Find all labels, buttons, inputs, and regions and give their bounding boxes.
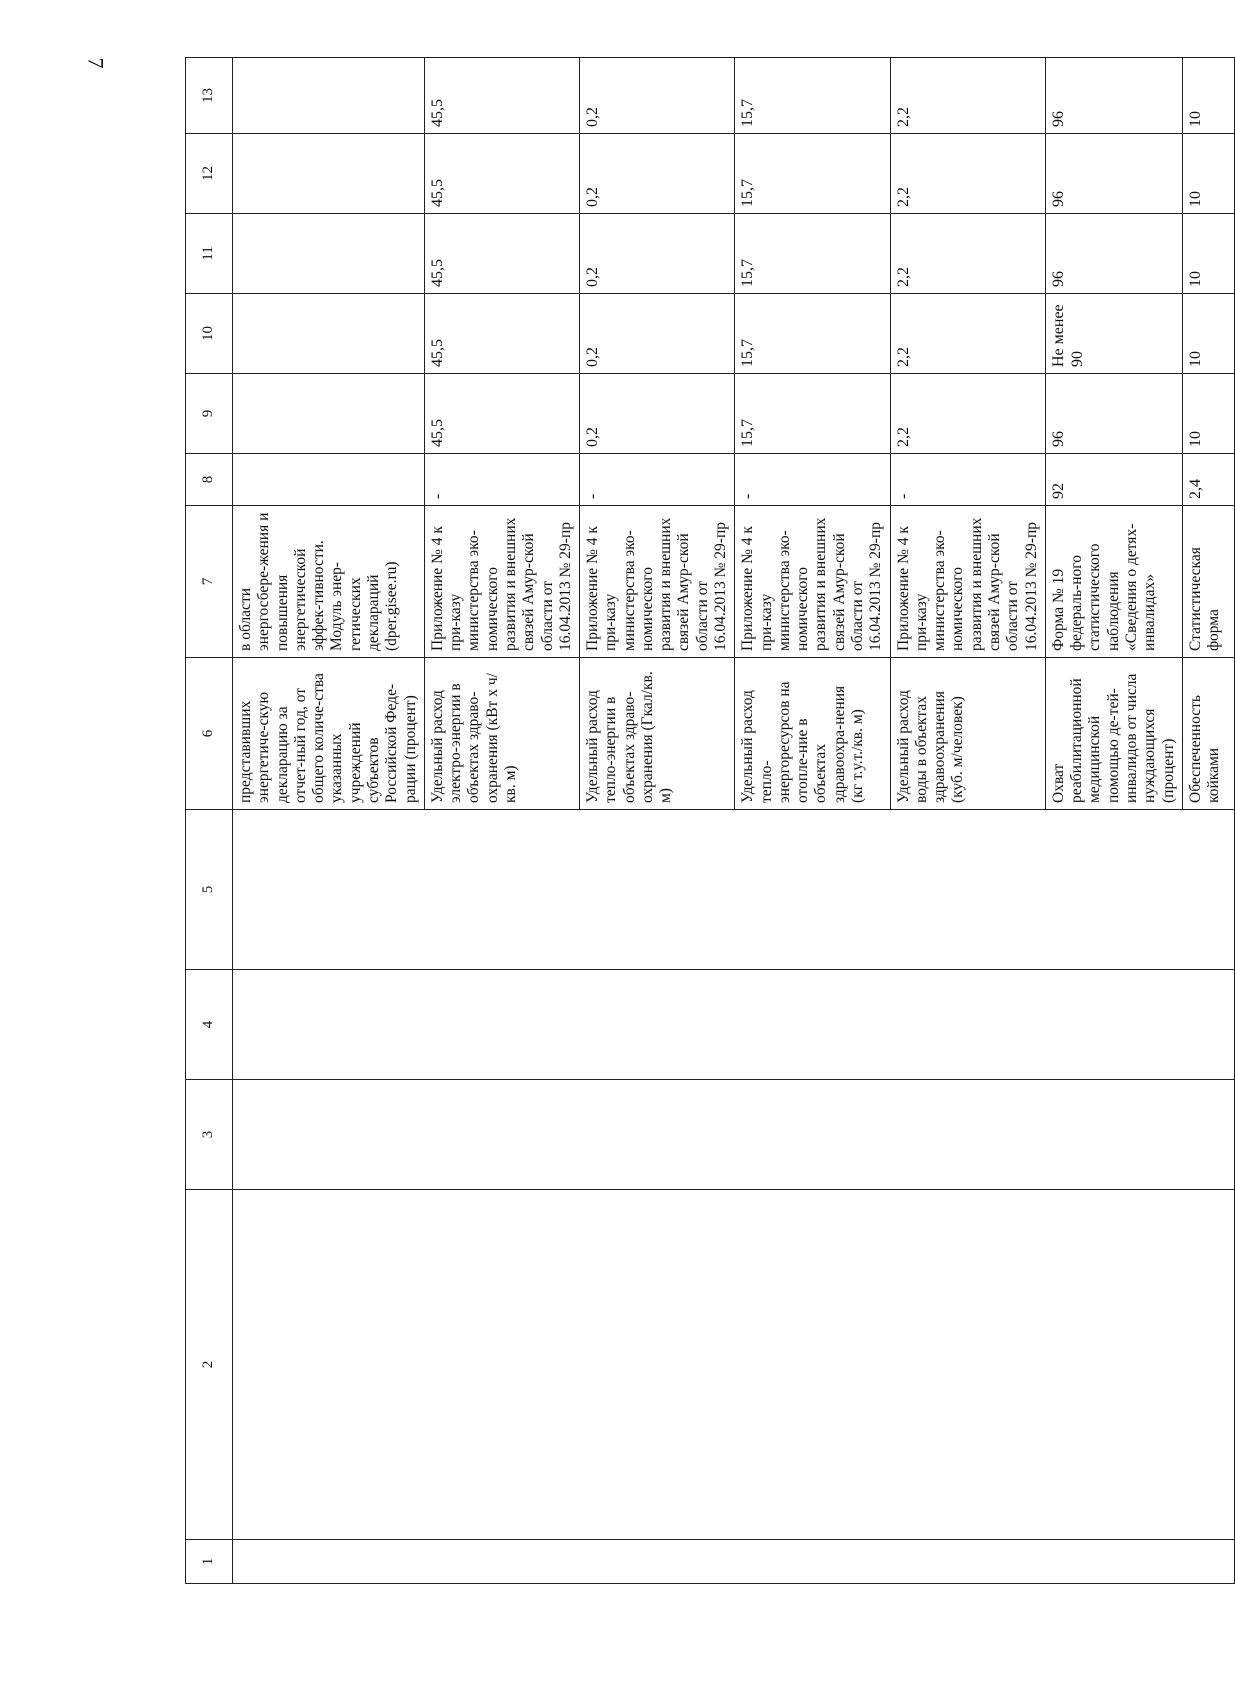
col-header-11: 11 [186, 214, 233, 294]
value-col-13: 2,2 [890, 58, 1045, 134]
value-col-8: 92 [1045, 454, 1182, 506]
value-col-12 [233, 134, 425, 214]
value-col-11: 96 [1045, 214, 1182, 294]
value-col-12: 10 [1182, 134, 1234, 214]
value-col-10: 2,2 [890, 294, 1045, 374]
indicator-source: Приложение № 4 к при-казу министерства эко-номического развития и внешних связей Амур-ской области от 16.04.2013 № 29-пр [890, 506, 1045, 658]
value-col-10 [233, 294, 425, 374]
indicators-table [185, 57, 1235, 1584]
col-header-1: 1 [186, 1540, 233, 1584]
indicator-source: Приложение № 4 к при-казу министерства эко-номического развития и внешних связей Амур-ской области от 16.04.2013 № 29-пр [580, 506, 735, 658]
indicator-name: Обеспеченность койками [1182, 658, 1234, 810]
value-col-11: 0,2 [580, 214, 735, 294]
col-header-9: 9 [186, 374, 233, 454]
value-col-12: 45,5 [424, 134, 579, 214]
col-header-8: 8 [186, 454, 233, 506]
col-header-12: 12 [186, 134, 233, 214]
col-header-13: 13 [186, 58, 233, 134]
col-header-7: 7 [186, 506, 233, 658]
header-row [186, 58, 233, 1584]
rotated-table-frame [185, 58, 1235, 1584]
value-col-13: 15,7 [735, 58, 890, 134]
indicator-name: Удельный расход тепло-энергоресурсов на отопле-ние в объектах здравоохра-нения (кг т.у.т./кв. м) [735, 658, 890, 810]
indicator-source: Статистическая форма [1182, 506, 1234, 658]
col-header-5: 5 [186, 810, 233, 970]
indicator-name: представивших энергетиче-скую декларацию за отчет-ный год, от общего количе-ства указанных учреждений субъектов Российской Феде-рации (процент) [233, 658, 425, 810]
page-number: 7 [83, 57, 109, 69]
value-col-9: 10 [1182, 374, 1234, 454]
value-col-13: 45,5 [424, 58, 579, 134]
table-container [185, 58, 1235, 1584]
value-col-10: 0,2 [580, 294, 735, 374]
value-col-13: 10 [1182, 58, 1234, 134]
value-col-9: 15,7 [735, 374, 890, 454]
indicator-source: Приложение № 4 к при-казу министерства эко-номического развития и внешних связей Амур-ской области от 16.04.2013 № 29-пр [424, 506, 579, 658]
value-col-11: 45,5 [424, 214, 579, 294]
value-col-8: - [890, 454, 1045, 506]
value-col-9: 96 [1045, 374, 1182, 454]
value-col-11: 2,2 [890, 214, 1045, 294]
value-col-13: 96 [1045, 58, 1182, 134]
col-header-3: 3 [186, 1080, 233, 1190]
value-col-13 [233, 58, 425, 134]
value-col-8: - [424, 454, 579, 506]
value-col-8 [233, 454, 425, 506]
value-col-8: - [735, 454, 890, 506]
value-col-12: 2,2 [890, 134, 1045, 214]
value-col-10: Не менее 90 [1045, 294, 1182, 374]
indicator-name: Охват реабилитационной медицинской помощью де-тей-инвалидов от числа нуждающихся (процент) [1045, 658, 1182, 810]
value-col-12: 15,7 [735, 134, 890, 214]
value-col-11 [233, 214, 425, 294]
value-col-9: 0,2 [580, 374, 735, 454]
col-header-6: 6 [186, 658, 233, 810]
value-col-9 [233, 374, 425, 454]
indicator-source: Форма № 19 федераль-ного статистического наблюдения «Сведения о детях-инвалидах» [1045, 506, 1182, 658]
cell-col-2 [233, 1190, 1235, 1540]
indicator-name: Удельный расход электро-энергии в объектах здраво-охранения (кВт х ч/кв. м) [424, 658, 579, 810]
cell-col-1 [233, 1540, 1235, 1584]
cell-col-3 [233, 1080, 1235, 1190]
indicator-source: Приложение № 4 к при-казу министерства эко-номического развития и внешних связей Амур-ской области от 16.04.2013 № 29-пр [735, 506, 890, 658]
indicator-name: Удельный расход воды в объектах здравоохранения (куб. м/человек) [890, 658, 1045, 810]
value-col-11: 10 [1182, 214, 1234, 294]
value-col-9: 45,5 [424, 374, 579, 454]
value-col-11: 15,7 [735, 214, 890, 294]
value-col-13: 0,2 [580, 58, 735, 134]
value-col-10: 10 [1182, 294, 1234, 374]
value-col-10: 45,5 [424, 294, 579, 374]
value-col-12: 0,2 [580, 134, 735, 214]
col-header-4: 4 [186, 970, 233, 1080]
indicator-source: в области энергосбере-жения и повышения энергетической эффек-тивности. Модуль энер-гетических деклараций (dper.gisee.ru) [233, 506, 425, 658]
cell-col-4 [233, 970, 1235, 1080]
value-col-8: 2,4 [1182, 454, 1234, 506]
indicator-name: Удельный расход тепло-энергии в объектах здраво-охранения (Гкал/кв. м) [580, 658, 735, 810]
cell-col-5 [233, 810, 1235, 970]
col-header-2: 2 [186, 1190, 233, 1540]
value-col-9: 2,2 [890, 374, 1045, 454]
value-col-10: 15,7 [735, 294, 890, 374]
col-header-10: 10 [186, 294, 233, 374]
value-col-12: 96 [1045, 134, 1182, 214]
value-col-8: - [580, 454, 735, 506]
table-row [233, 58, 425, 1584]
